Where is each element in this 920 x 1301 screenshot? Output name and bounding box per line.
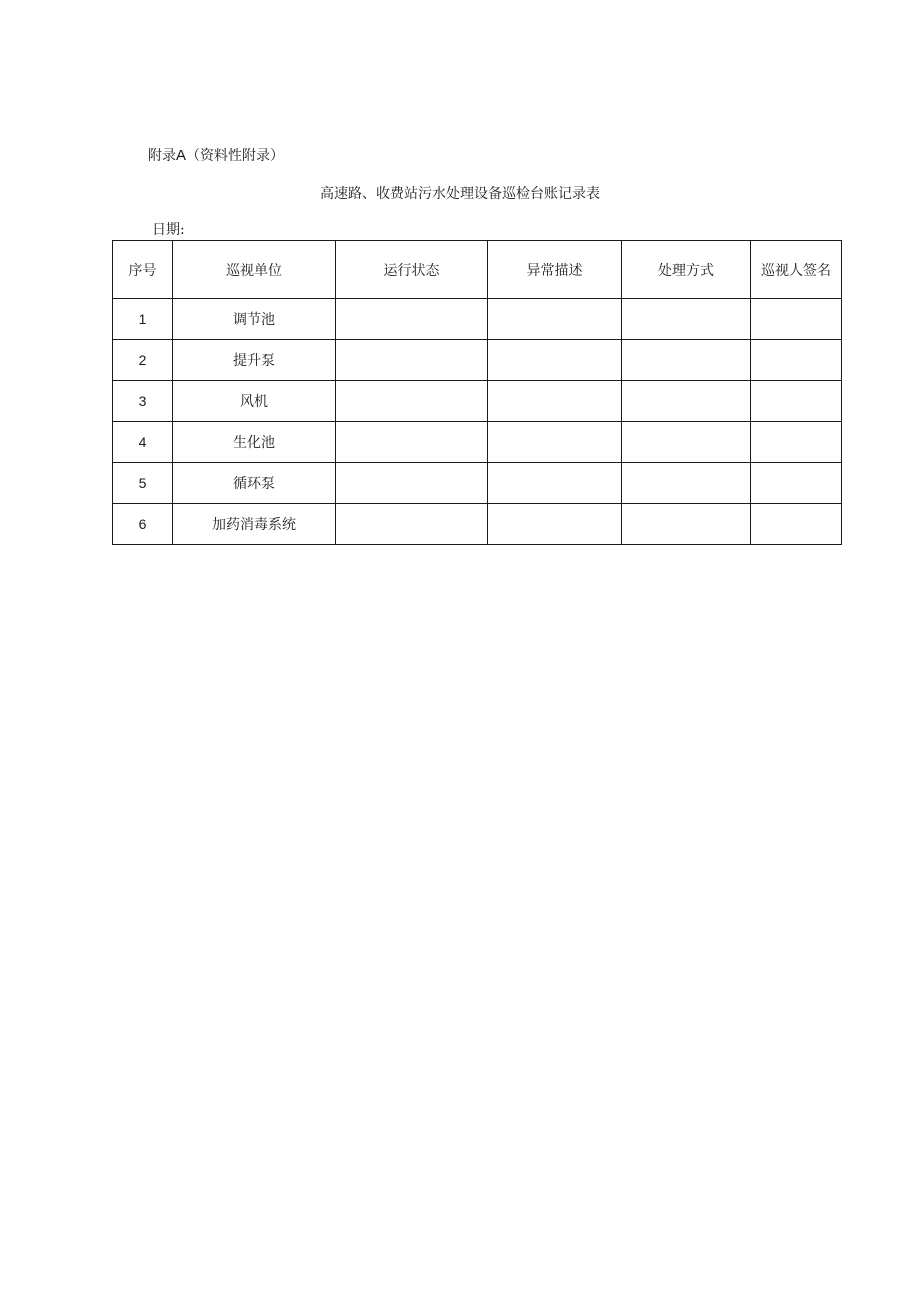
row-seq: 5 (113, 463, 173, 504)
header-anomaly: 异常描述 (488, 241, 622, 299)
appendix-letter: A (176, 147, 187, 164)
row-handling-cell[interactable] (622, 381, 751, 422)
row-unit: 循环泵 (173, 463, 336, 504)
row-unit: 加药消毒系统 (173, 504, 336, 545)
table-row (113, 422, 842, 463)
table-row (113, 504, 842, 545)
row-seq: 6 (113, 504, 173, 545)
header-signature: 巡视人签名 (751, 241, 842, 299)
row-unit: 生化池 (173, 422, 336, 463)
row-handling-cell[interactable] (622, 299, 751, 340)
table-row (113, 299, 842, 340)
table-header-row (113, 241, 842, 299)
row-handling-cell[interactable] (622, 463, 751, 504)
row-signature-cell[interactable] (751, 299, 842, 340)
row-status-cell[interactable] (336, 422, 488, 463)
row-anomaly-cell[interactable] (488, 504, 622, 545)
table-row (113, 340, 842, 381)
document-title: 高速路、收费站污水处理设备巡检台账记录表 (320, 186, 600, 202)
row-seq: 3 (113, 381, 173, 422)
row-seq: 2 (113, 340, 173, 381)
header-seq: 序号 (113, 241, 173, 299)
table-row (113, 463, 842, 504)
row-status-cell[interactable] (336, 381, 488, 422)
row-signature-cell[interactable] (751, 463, 842, 504)
row-seq: 1 (113, 299, 173, 340)
row-anomaly-cell[interactable] (488, 299, 622, 340)
row-anomaly-cell[interactable] (488, 381, 622, 422)
inspection-record-table (112, 240, 842, 545)
appendix-heading (148, 146, 284, 166)
header-handling: 处理方式 (622, 241, 751, 299)
appendix-note: （资料性附录） (186, 148, 285, 164)
row-unit: 调节池 (173, 299, 336, 340)
row-signature-cell[interactable] (751, 340, 842, 381)
date-label: 日期: (152, 222, 185, 238)
row-signature-cell[interactable] (751, 422, 842, 463)
row-status-cell[interactable] (336, 299, 488, 340)
row-anomaly-cell[interactable] (488, 463, 622, 504)
row-handling-cell[interactable] (622, 504, 751, 545)
table-row (113, 381, 842, 422)
header-unit: 巡视单位 (173, 241, 336, 299)
row-status-cell[interactable] (336, 340, 488, 381)
header-status: 运行状态 (336, 241, 488, 299)
row-signature-cell[interactable] (751, 504, 842, 545)
row-anomaly-cell[interactable] (488, 340, 622, 381)
row-unit: 提升泵 (173, 340, 336, 381)
row-handling-cell[interactable] (622, 422, 751, 463)
row-seq: 4 (113, 422, 173, 463)
row-status-cell[interactable] (336, 504, 488, 545)
appendix-prefix: 附录 (148, 148, 176, 164)
row-handling-cell[interactable] (622, 340, 751, 381)
row-status-cell[interactable] (336, 463, 488, 504)
row-unit: 风机 (173, 381, 336, 422)
row-signature-cell[interactable] (751, 381, 842, 422)
row-anomaly-cell[interactable] (488, 422, 622, 463)
